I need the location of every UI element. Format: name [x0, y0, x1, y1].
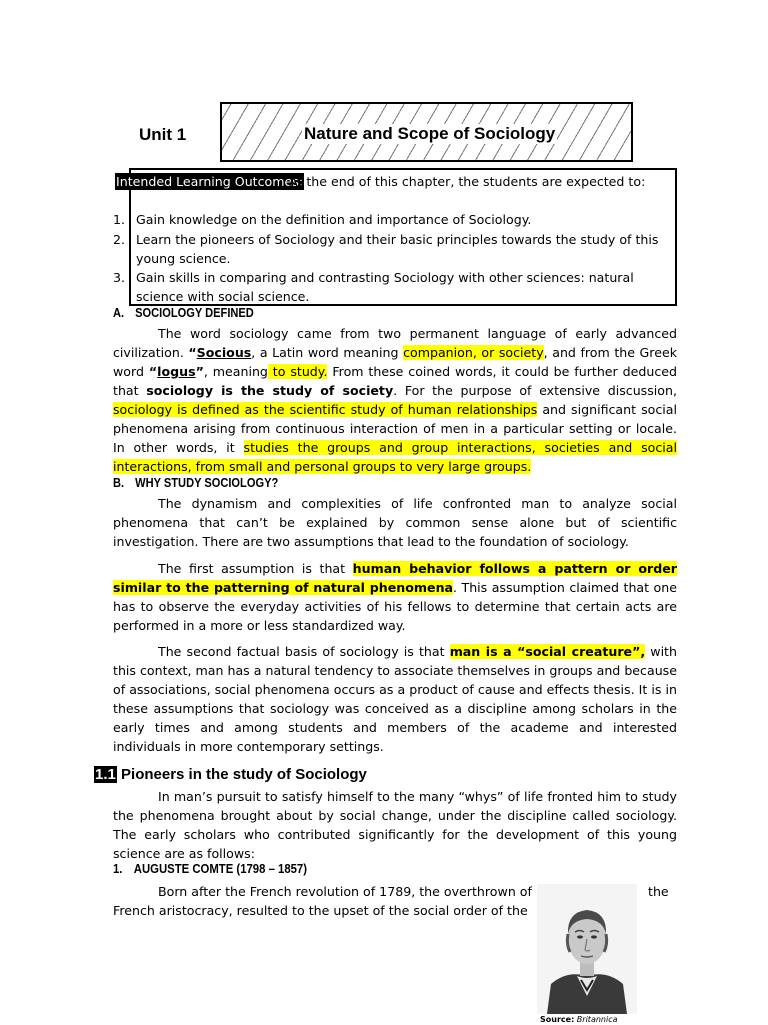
text-run: The first assumption is that: [158, 561, 353, 576]
outcome-text: Gain skills in comparing and contrasting Sociology with other sciences: natural science with social science.: [136, 270, 634, 304]
unit-label: Unit 1: [139, 125, 187, 144]
text-run: . This assumption claimed that one has to observe the everyday activities of his fellows to determine that certain acts are performed in a more or less standardized way.: [113, 580, 677, 633]
comte-line-2: French aristocracy, resulted to the upset of the social order of the: [113, 903, 528, 918]
outcome-number: 2.: [113, 232, 126, 247]
text-run: The word sociology came from two permanent language of early advanced civilization.: [113, 326, 677, 360]
text-run: and significant social phenomena arising from continuous interaction of men in a particular setting or locale. In other words, it: [113, 402, 678, 455]
text-run: The second factual basis of sociology is that: [158, 644, 450, 659]
highlight-text: to study.: [267, 364, 328, 379]
text-run: ”: [195, 364, 204, 379]
bold-text: sociology is the study of society: [146, 383, 394, 398]
section-b-heading: B. WHY STUDY SOCIOLOGY?: [113, 476, 279, 490]
term-logus: logus: [157, 364, 196, 379]
highlight-text: studies the groups and group interactions, societies and social interactions, from small and personal groups to very large groups.: [113, 440, 677, 474]
section-1-1-heading: [94, 765, 367, 785]
outcome-number: 3.: [113, 270, 126, 285]
portrait-icon: [537, 884, 637, 1014]
comte-portrait-image: [537, 884, 637, 1014]
source-label: Source:: [540, 1015, 575, 1024]
section-number: 1.1: [95, 766, 116, 783]
section-1-1-paragraph: In man’s pursuit to satisfy himself to the many “whys” of life fronted him to study the phenomena brought about by social change, under the discipline called sociology. The early scholars who contributed significantly for the development of this young science are as follows:: [113, 789, 677, 861]
highlight-text: sociology is defined as the scientific study of human relationships: [113, 402, 538, 417]
comte-line-1-end: the: [648, 884, 669, 899]
section-a-paragraph: [113, 324, 677, 476]
section-title: Pioneers in the study of Sociology: [116, 766, 367, 783]
outcome-number: 1.: [113, 212, 126, 227]
text-run: . For the purpose of extensive discussion,: [393, 383, 677, 398]
comte-line-1: Born after the French revolution of 1789, the overthrown of: [158, 884, 532, 899]
section-b-paragraph-2: [113, 559, 677, 635]
text-run: , meaning: [203, 364, 268, 379]
text-run: , a Latin word meaning: [251, 345, 404, 360]
text-run: “: [188, 345, 197, 360]
unit-title: Nature and Scope of Sociology: [304, 124, 556, 143]
text-run: “: [148, 364, 158, 379]
text-run: with this context, man has a natural tendency to associate themselves in groups and because of associations, social phenomena occurs as a product of cause and effects thesis. It is in these assumptions that sociology was conceived as a discipline among scholars in the early times and among students and members of the academe and interested individuals in more contemporary settings.: [113, 644, 677, 754]
text-run: From these coined words, it could be further deduced that: [113, 364, 677, 398]
learning-outcomes-label: Intended Learning Outcomes:: [116, 174, 304, 189]
outcome-text: Learn the pioneers of Sociology and their basic principles towards the study of this young science.: [136, 232, 659, 266]
source-value: Britannica: [574, 1015, 618, 1024]
text-run: , and from the Greek word: [113, 345, 677, 379]
learning-outcomes-intro: At the end of this chapter, the students are expected to:: [289, 174, 646, 189]
term-socious: Socious: [196, 345, 252, 360]
comte-heading: 1. AUGUSTE COMTE (1798 – 1857): [113, 862, 308, 876]
highlight-bold-text: human behavior follows a pattern or order similar to the patterning of natural phenomena: [113, 561, 678, 595]
unit-title-box: [220, 102, 633, 162]
outcome-text: Gain knowledge on the definition and importance of Sociology.: [136, 212, 532, 227]
section-b-paragraph-3: [113, 642, 677, 756]
section-a-heading: A. SOCIOLOGY DEFINED: [113, 306, 254, 320]
highlight-text: companion, or society: [403, 345, 544, 360]
section-b-paragraph-1: The dynamism and complexities of life confronted man to analyze social phenomena that can’t be explained by common sense alone but of scientific investigation. There are two assumptions that lead to the foundation of sociology.: [113, 496, 677, 549]
highlight-bold-text: man is a “social creature”,: [449, 644, 646, 659]
